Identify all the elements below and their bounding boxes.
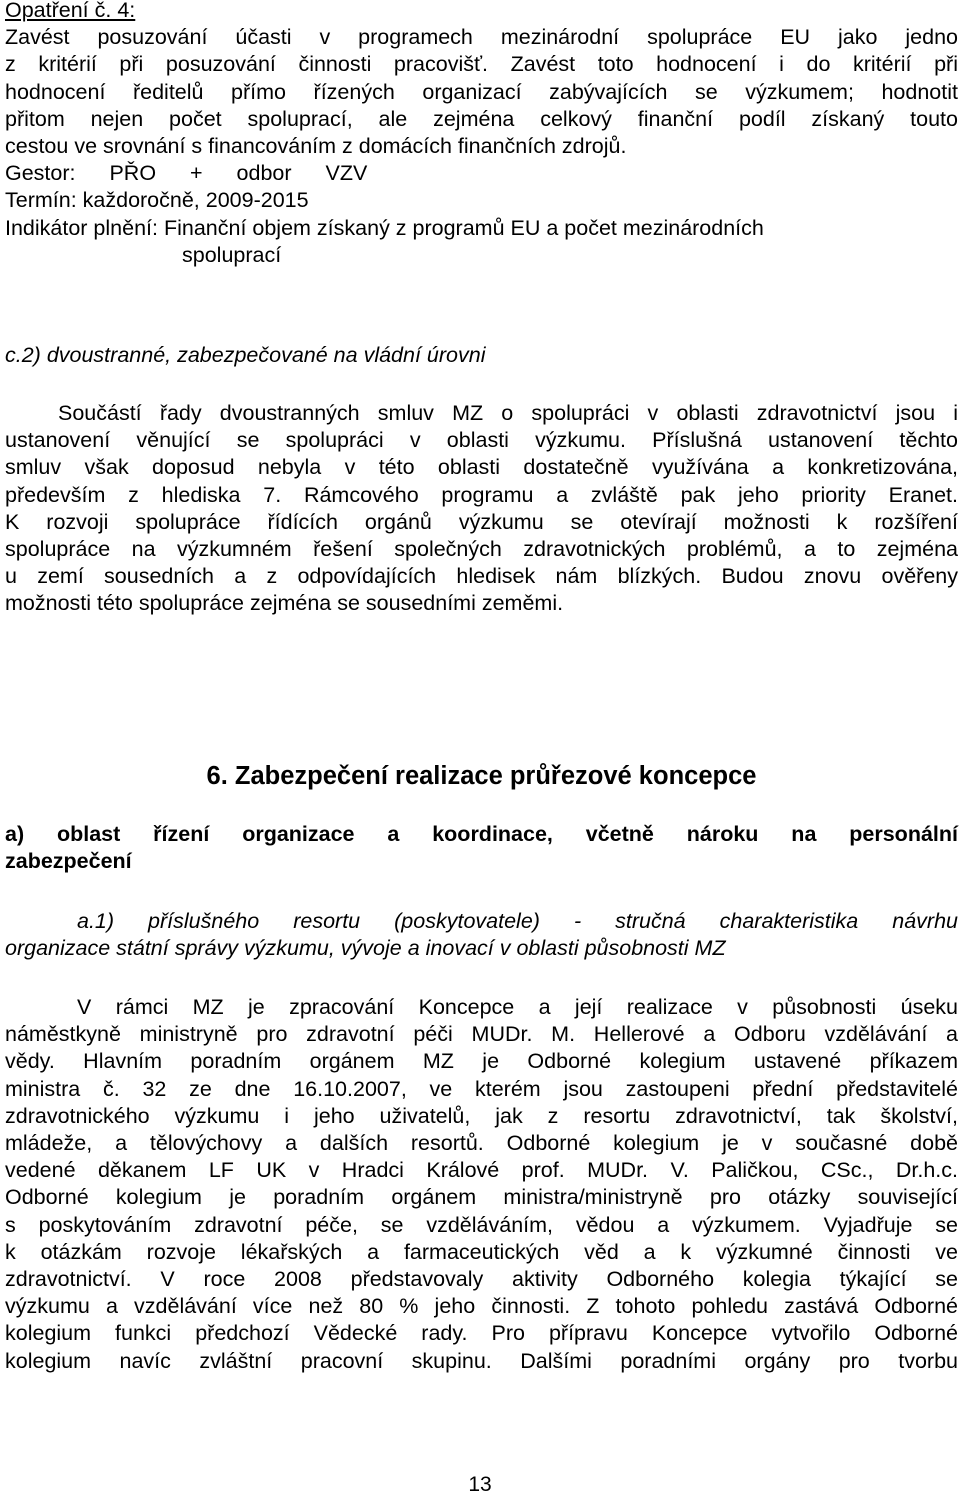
c2-line-5: K rozvoji spolupráce řídících orgánů výzkumu se otevírají možnosti k rozšíření <box>5 509 958 534</box>
body-line-2: náměstkyně ministryně pro zdravotní péči MUDr. M. Hellerové a Odboru vzdělávání a <box>5 1022 958 1047</box>
measure-line-5: cestou ve srovnání s financováním z domácích finančních zdrojů. <box>5 134 627 159</box>
body-line-12: výzkumu a vzdělávání více než 80 % jeho činnosti. Z tohoto pohledu zastává Odborné <box>5 1294 958 1319</box>
section-6-body <box>5 994 958 1375</box>
measure-indikator-cont: spoluprací <box>182 242 282 267</box>
subsection-a1 <box>5 908 958 962</box>
measure-indikator: Indikátor plnění: Finanční objem získaný z programů EU a počet mezinárodních <box>5 215 764 240</box>
subsection-a1-line-2: organizace státní správy výzkumu, vývoje a inovací v oblasti působnosti MZ <box>5 936 726 961</box>
c2-line-7: u zemí sousedních a z odpovídajících hledisek nám blízkých. Budou znovu ověřeny <box>5 564 958 589</box>
c2-line-4: především z hlediska 7. Rámcového programu a zvláště pak jeho priority Eranet. <box>5 482 958 507</box>
section-6-title: 6. Zabezpečení realizace průřezové koncepce <box>206 762 757 790</box>
body-line-6: mládeže, a tělovýchovy a dalších resortů. Odborné kolegium je v současné době <box>5 1131 958 1156</box>
body-line-11: zdravotnictví. V roce 2008 představovaly aktivity Odborného kolegia týkající se <box>5 1267 958 1292</box>
subsection-a-line-2: zabezpečení <box>5 849 132 874</box>
c2-line-1: Součástí řady dvoustranných smluv MZ o spolupráci v oblasti zdravotnictví jsou i <box>58 401 958 425</box>
body-line-13: kolegium funkci předchozí Vědecké rady. Pro přípravu Koncepce vytvořilo Odborné <box>5 1321 958 1346</box>
c2-line-3: smluv však doposud nebyla v této oblasti dostatečně využívána a konkretizována, <box>5 455 958 480</box>
subsection-a <box>5 821 958 875</box>
body-line-5: zdravotnického výzkumu i jeho uživatelů, jak z resortu zdravotnictví, tak školství, <box>5 1103 958 1128</box>
measure-block <box>5 0 958 269</box>
measure-gestor: Gestor: PŘO + odbor VZV <box>5 161 368 186</box>
body-line-4: ministra č. 32 ze dne 16.10.2007, ve kterém jsou zastoupeni přední představitelé <box>5 1076 958 1101</box>
page-number: 13 <box>468 1473 492 1496</box>
body-line-1: V rámci MZ je zpracování Koncepce a její realizace v působnosti úseku <box>77 995 958 1019</box>
measure-heading: Opatření č. 4: <box>5 0 136 22</box>
measure-line-2: z kritérií při posuzování činnosti pracovišť. Zavést toto hodnocení i do kritérií při <box>5 52 958 77</box>
section-c2-heading: c.2) dvoustranné, zabezpečované na vládní úrovni <box>5 343 486 367</box>
body-line-3: vědy. Hlavním poradním orgánem MZ je Odborné kolegium ustavené příkazem <box>5 1049 958 1074</box>
measure-line-3: hodnocení ředitelů přímo řízených organizací zabývajících se výzkumem; hodnotit <box>5 79 958 104</box>
c2-line-2: ustanovení věnující se spolupráci v oblasti výzkumu. Příslušná ustanovení těchto <box>5 428 958 453</box>
body-line-7: vedené děkanem LF UK v Hradci Králové prof. MUDr. V. Paličkou, CSc., Dr.h.c. <box>5 1158 958 1183</box>
c2-line-6: spolupráce na výzkumném řešení společných zdravotnických problémů, a to zejména <box>5 537 958 562</box>
body-line-14: kolegium navíc zvláštní pracovní skupinu. Dalšími poradními orgány pro tvorbu <box>5 1348 958 1373</box>
subsection-a-line-1: a) oblast řízení organizace a koordinace, včetně nároku na personální <box>5 822 958 846</box>
subsection-a1-line-1: a.1) příslušného resortu (poskytovatele) - stručná charakteristika návrhu <box>77 909 958 933</box>
body-line-9: s poskytováním zdravotní péče, se vzděláváním, vědou a výzkumem. Vyjadřuje se <box>5 1212 958 1237</box>
measure-termin: Termín: každoročně, 2009-2015 <box>5 188 309 213</box>
c2-line-8: možnosti této spolupráce zejména se sousedními zeměmi. <box>5 591 564 616</box>
body-line-10: k otázkám rozvoje lékařských a farmaceutických věd a k výzkumné činnosti ve <box>5 1239 958 1264</box>
section-c2-body <box>5 400 958 618</box>
body-line-8: Odborné kolegium je poradním orgánem ministra/ministryně pro otázky související <box>5 1185 958 1210</box>
measure-line-4: přitom nejen počet spoluprací, ale zejména celkový finanční podíl získaný touto <box>5 106 958 131</box>
measure-line-1: Zavést posuzování účasti v programech mezinárodní spolupráce EU jako jedno <box>5 25 958 50</box>
